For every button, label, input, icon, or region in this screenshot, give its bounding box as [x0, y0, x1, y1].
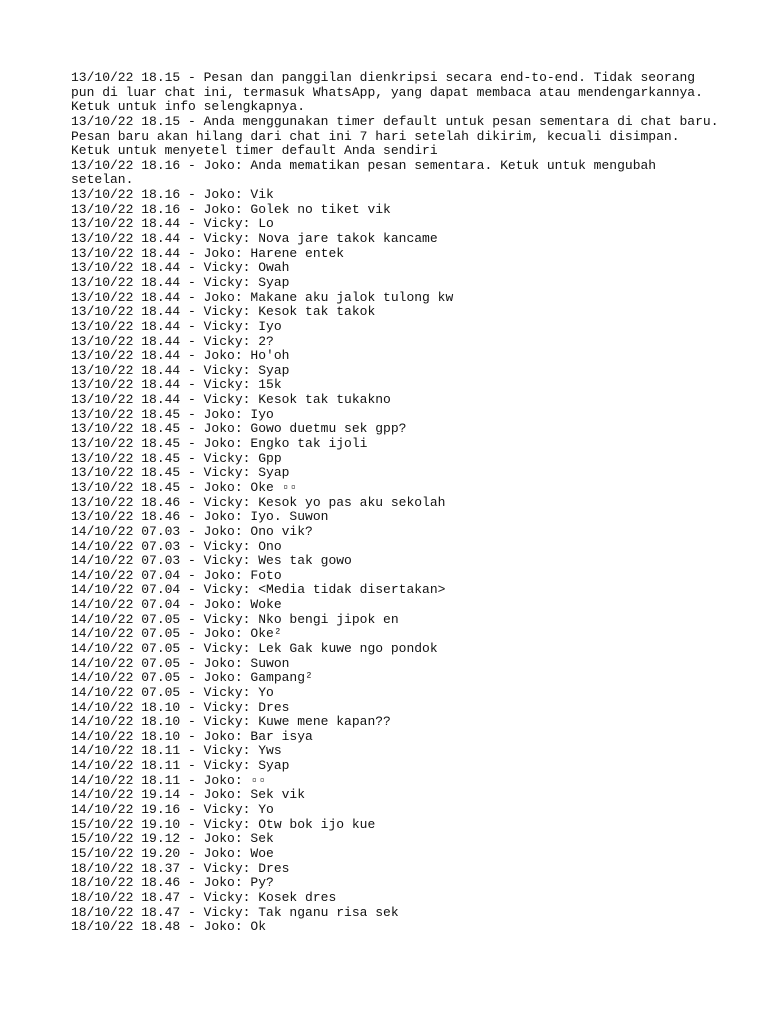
chat-log-line: 13/10/22 18.44 - Vicky: Syap	[71, 362, 290, 378]
chat-log-line: 15/10/22 19.12 - Joko: Sek	[71, 831, 274, 847]
chat-log-line: 14/10/22 07.05 - Vicky: Nko bengi jipok en	[71, 611, 399, 627]
chat-log-line: 14/10/22 19.16 - Vicky: Yo	[71, 802, 274, 818]
chat-log-line: 13/10/22 18.44 - Vicky: Iyo	[71, 318, 282, 334]
chat-log-line: 14/10/22 07.04 - Joko: Foto	[71, 567, 282, 583]
chat-log-line: 18/10/22 18.46 - Joko: Py?	[71, 875, 274, 891]
chat-log-line: 14/10/22 07.04 - Vicky: <Media tidak disertakan>	[71, 582, 446, 598]
chat-log-line: 13/10/22 18.15 - Pesan dan panggilan dienkripsi secara end-to-end. Tidak seorang	[71, 70, 696, 85]
chat-log-line: 13/10/22 18.45 - Vicky: Syap	[71, 465, 290, 481]
chat-log-line: 15/10/22 19.10 - Vicky: Otw bok ijo kue	[71, 816, 376, 832]
chat-log-line: 18/10/22 18.37 - Vicky: Dres	[71, 860, 290, 876]
chat-log-line: 13/10/22 18.44 - Vicky: Syap	[71, 274, 290, 290]
chat-log-line: 15/10/22 19.20 - Joko: Woe	[71, 845, 274, 861]
chat-log-line: 13/10/22 18.44 - Vicky: Lo	[71, 216, 274, 232]
chat-log-line: Ketuk untuk menyetel timer default Anda sendiri	[71, 143, 438, 159]
chat-log-line: 13/10/22 18.44 - Joko: Ho'oh	[71, 348, 290, 364]
chat-log-line: 14/10/22 07.03 - Vicky: Ono	[71, 538, 282, 554]
chat-log-line: 14/10/22 07.04 - Joko: Woke	[71, 597, 282, 613]
chat-log-line: 14/10/22 07.05 - Joko: Gampang²	[71, 670, 313, 686]
chat-log-line: setelan.	[71, 172, 134, 188]
chat-log-line: 13/10/22 18.45 - Joko: Engko tak ijoli	[71, 436, 368, 452]
chat-log-line: 14/10/22 07.03 - Joko: Ono vik?	[71, 523, 313, 539]
chat-log-line: 14/10/22 18.11 - Vicky: Yws	[71, 743, 282, 759]
chat-log-line: 14/10/22 18.10 - Vicky: Dres	[71, 699, 290, 715]
chat-log-line: 13/10/22 18.45 - Joko: Gowo duetmu sek gpp?	[71, 421, 407, 437]
chat-log-line: 18/10/22 18.47 - Vicky: Tak nganu risa sek	[71, 904, 399, 920]
chat-export-document	[71, 70, 719, 935]
chat-log-line: 14/10/22 18.11 - Vicky: Syap	[71, 758, 290, 774]
chat-log-line: 13/10/22 18.16 - Joko: Anda mematikan pesan sementara. Ketuk untuk mengubah	[71, 157, 657, 173]
chat-log-line: 14/10/22 07.05 - Vicky: Lek Gak kuwe ngo pondok	[71, 640, 438, 656]
chat-log-line: 13/10/22 18.45 - Vicky: Gpp	[71, 450, 282, 466]
chat-log-line: 13/10/22 18.16 - Joko: Golek no tiket vik	[71, 201, 391, 217]
chat-log-line: 13/10/22 18.44 - Joko: Makane aku jalok tulong kw	[71, 289, 454, 305]
chat-log-line: Pesan baru akan hilang dari chat ini 7 hari setelah dikirim, kecuali disimpan.	[71, 128, 680, 144]
chat-log-line: pun di luar chat ini, termasuk WhatsApp, yang dapat membaca atau mendengarkannya.	[71, 84, 703, 100]
chat-log-line: 14/10/22 07.05 - Joko: Oke²	[71, 626, 282, 642]
chat-log-line: 14/10/22 07.05 - Vicky: Yo	[71, 684, 274, 700]
chat-log-line: 13/10/22 18.15 - Anda menggunakan timer default untuk pesan sementara di chat baru.	[71, 113, 719, 129]
chat-log-line: 14/10/22 19.14 - Joko: Sek vik	[71, 787, 306, 803]
chat-log-line: 13/10/22 18.46 - Vicky: Kesok yo pas aku sekolah	[71, 494, 446, 510]
chat-log-line: 13/10/22 18.44 - Vicky: 2?	[71, 333, 274, 349]
chat-log-line: 13/10/22 18.44 - Vicky: Owah	[71, 260, 290, 276]
chat-log-line: 13/10/22 18.44 - Vicky: Kesok tak tukakno	[71, 392, 391, 408]
chat-log-line: 13/10/22 18.44 - Joko: Harene entek	[71, 245, 345, 261]
chat-log-line: 14/10/22 18.10 - Vicky: Kuwe mene kapan??	[71, 714, 391, 730]
chat-log-line: 13/10/22 18.45 - Joko: Oke ▫▫	[71, 479, 298, 495]
chat-log-line: 14/10/22 18.10 - Joko: Bar isya	[71, 728, 313, 744]
chat-log-line: 18/10/22 18.48 - Joko: Ok	[71, 919, 267, 935]
chat-log-line: 13/10/22 18.44 - Vicky: Kesok tak takok	[71, 304, 376, 320]
chat-log-line: 13/10/22 18.44 - Vicky: Nova jare takok kancame	[71, 231, 438, 247]
chat-log-line: 13/10/22 18.45 - Joko: Iyo	[71, 406, 274, 422]
chat-log-line: Ketuk untuk info selengkapnya.	[71, 99, 306, 115]
chat-log-line: 14/10/22 07.03 - Vicky: Wes tak gowo	[71, 553, 352, 569]
chat-log-line: 14/10/22 07.05 - Joko: Suwon	[71, 655, 290, 671]
chat-log-line: 13/10/22 18.46 - Joko: Iyo. Suwon	[71, 509, 329, 525]
chat-log-line: 13/10/22 18.44 - Vicky: 15k	[71, 377, 282, 393]
chat-log-line: 13/10/22 18.16 - Joko: Vik	[71, 187, 274, 203]
chat-log-line: 18/10/22 18.47 - Vicky: Kosek dres	[71, 889, 337, 905]
chat-log-line: 14/10/22 18.11 - Joko: ▫▫	[71, 772, 267, 788]
